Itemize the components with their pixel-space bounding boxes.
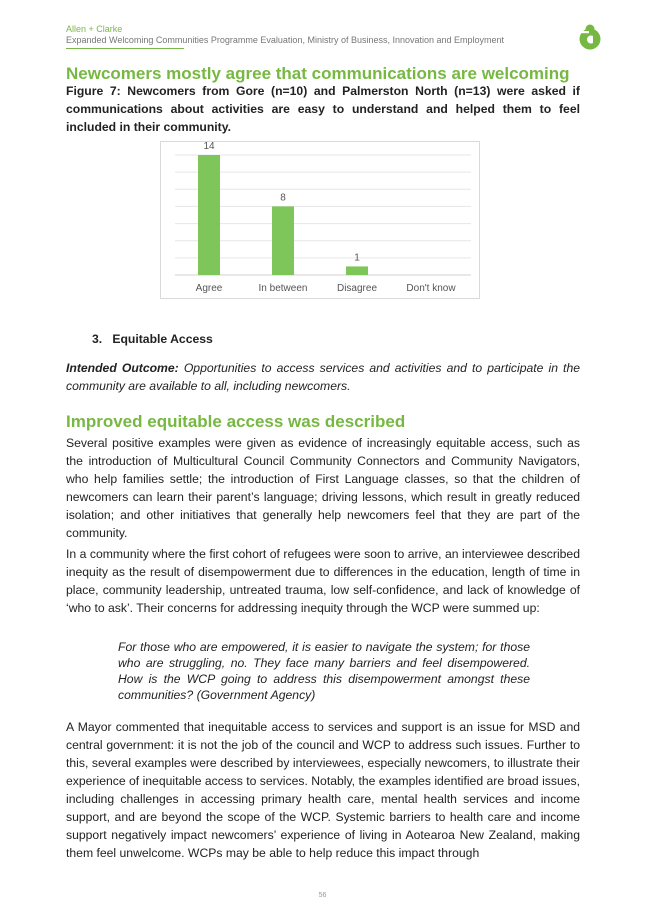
intended-outcome-text: Opportunities to access services and activities and to participate in the community are available to all, including newcomers. <box>66 361 581 393</box>
interview-quote: For those who are empowered, it is easier to navigate the system; for those who are struggling, no. They face many barriers and feel disempowered. How is the WCP going to address this disempowerment amongst these communities? (Government Agency) <box>118 640 530 702</box>
paragraph-2: In a community where the first cohort of refugees were soon to arrive, an interviewee described inequity as the result of disempowerment due to differences in the education, length of time in place, community leadership, untreated trauma, low self-confidence, and lack of knowledge of ‘who to ask’. Their concerns for addressing inequity through the WCP were summed up: <box>66 547 580 615</box>
intended-outcome <box>66 359 580 395</box>
heading-communications: Newcomers mostly agree that communications are welcoming <box>66 64 570 83</box>
data-label: 8 <box>280 192 286 204</box>
bar-in-between <box>272 206 294 275</box>
paragraph-1: Several positive examples were given as evidence of increasingly equitable access, such as the introduction of Multicultural Council Community Connectors and Community Navigators, who help families settle; the introduction of First Language classes, so that the children of newcomers can learn their parent’s language; driving lessons, which result in greatly reduced isolation; and other initiatives that generally help newcomers feel that they are part of the community. <box>66 436 580 540</box>
paragraph-3: A Mayor commented that inequitable access to services and support is an issue for MSD and central government: it is not the job of the council and WCP to address such issues. Further to this, several examples were described by interviewees, especially newcomers, to illustrate their experience of inequitable access to services. Notably, the examples identified are broad issues, including challenges in accessing primary health care, mental health services and income support, and are beyond the scope of the WCP. Systemic barriers to health care and income support negatively impact newcomers’ experience of living in Aotearoa New Zealand, making them feel unwelcome. WCPs may be able to help reduce this impact through <box>66 720 580 860</box>
bar-disagree <box>346 266 368 275</box>
intended-outcome-label: Intended Outcome: <box>66 361 179 375</box>
section-title: Equitable Access <box>112 332 213 346</box>
bar-agree <box>198 155 220 275</box>
figure-caption: Figure 7: Newcomers from Gore (n=10) and Palmerston North (n=13) were asked if communications about activities are easy to understand and helped them to feel included in their community. <box>66 84 580 134</box>
allen-clarke-logo-icon <box>578 24 602 50</box>
header-org: Allen + Clarke <box>66 24 123 34</box>
header-rule <box>66 48 184 49</box>
data-label: 1 <box>354 252 360 264</box>
category-label: Don't know <box>406 283 456 294</box>
section-number: 3. <box>92 332 103 346</box>
data-label: 14 <box>203 142 215 152</box>
header-subtitle: Expanded Welcoming Communities Programme Evaluation, Ministry of Business, Innovation and Employment <box>66 35 505 45</box>
category-label: Agree <box>195 283 223 294</box>
section-heading <box>92 332 213 346</box>
category-label: In between <box>258 283 308 294</box>
figure-7-chart <box>160 141 480 299</box>
heading-equitable-access: Improved equitable access was described <box>66 412 406 431</box>
category-label: Disagree <box>336 283 378 294</box>
page-number: 56 <box>318 892 327 899</box>
bar-chart <box>161 142 479 298</box>
